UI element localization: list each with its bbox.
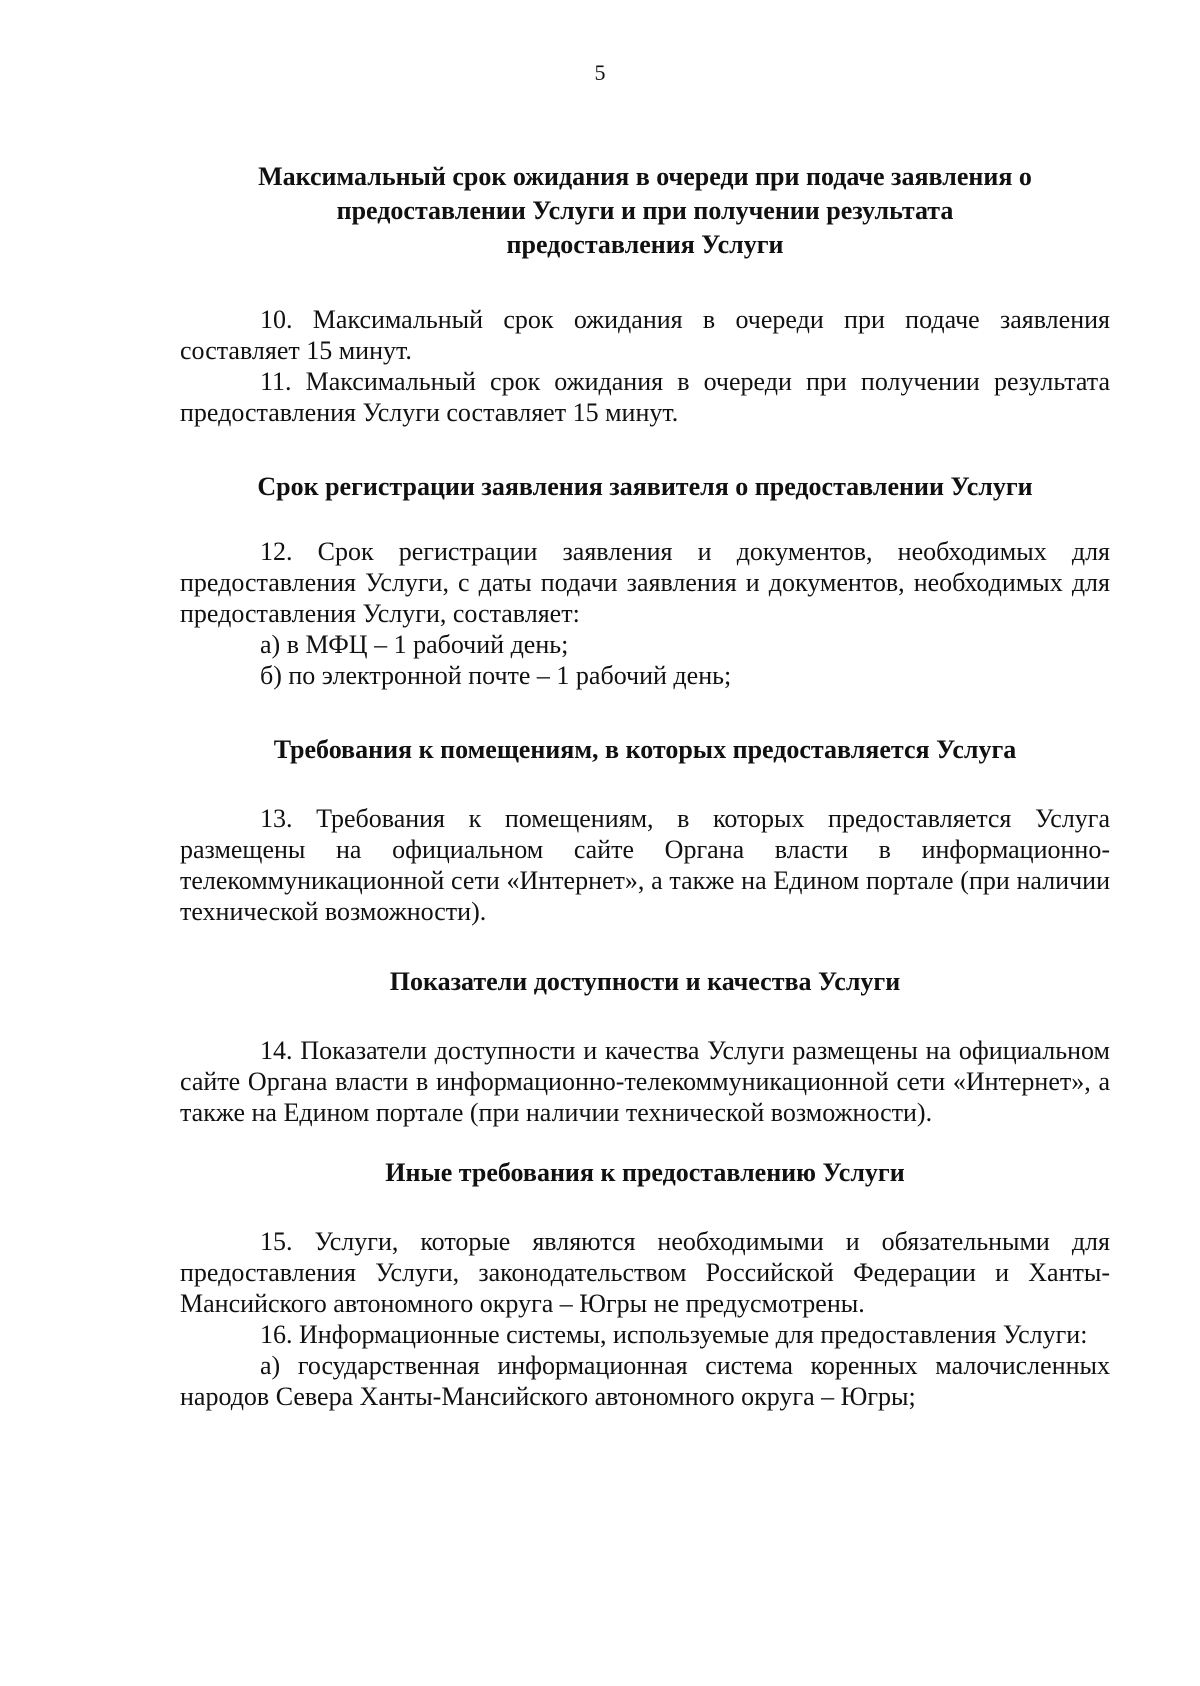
- section-registration-term: [180, 470, 1110, 691]
- document-body: [180, 160, 1110, 1412]
- section-title: Показатели доступности и качества Услуги: [389, 967, 901, 996]
- section-other-requirements: [180, 1156, 1110, 1412]
- section-title-line: Максимальный срок ожидания в очереди при подаче заявления о: [258, 162, 1032, 191]
- section-premises-requirements: [180, 733, 1110, 927]
- section-title: [180, 160, 1110, 262]
- paragraph-15: 15. Услуги, которые являются необходимыми и обязательными для предоставления Услуги, законодательством Российской Федерации и Ханты-Мансийского автономного округа – Югры не предусмотрены.: [180, 1227, 1110, 1318]
- section-quality-indicators: [180, 965, 1110, 1128]
- paragraph-16: 16. Информационные системы, используемые для предоставления Услуги:: [260, 1320, 1088, 1349]
- paragraph-14: 14. Показатели доступности и качества Услуги размещены на официальном сайте Органа власти в информационно-телекоммуникационной сети «Интернет», а также на Едином портале (при наличии технической возможности).: [180, 1036, 1110, 1127]
- list-item-b: б) по электронной почте – 1 рабочий день;: [260, 661, 732, 690]
- paragraph-13: 13. Требования к помещениям, в которых предоставляется Услуга размещены на официальном сайте Органа власти в информационно-телекоммуникационной сети «Интернет», а также на Едином портале (при наличии технической возможности).: [180, 804, 1110, 926]
- section-title: Срок регистрации заявления заявителя о предоставлении Услуги: [257, 472, 1033, 501]
- section-title: Иные требования к предоставлению Услуги: [385, 1158, 905, 1187]
- list-item-a: а) государственная информационная система коренных малочисленных народов Севера Ханты-Мансийского автономного округа – Югры;: [180, 1351, 1110, 1411]
- paragraph-12: 12. Срок регистрации заявления и документов, необходимых для предоставления Услуги, с даты подачи заявления и документов, необходимых для предоставления Услуги, составляет:: [180, 537, 1110, 628]
- paragraph-11: 11. Максимальный срок ожидания в очереди при получении результата предоставления Услуги составляет 15 минут.: [180, 367, 1110, 427]
- section-title-line: предоставления Услуги: [506, 230, 784, 259]
- page-number: 5: [594, 60, 606, 85]
- paragraph-10: 10. Максимальный срок ожидания в очереди при подаче заявления составляет 15 минут.: [180, 305, 1110, 365]
- list-item-a: а) в МФЦ – 1 рабочий день;: [260, 630, 569, 659]
- section-title: Требования к помещениям, в которых предоставляется Услуга: [273, 735, 1017, 764]
- section-max-wait-time: [180, 160, 1110, 428]
- section-title-line: предоставлении Услуги и при получении результата: [336, 196, 954, 225]
